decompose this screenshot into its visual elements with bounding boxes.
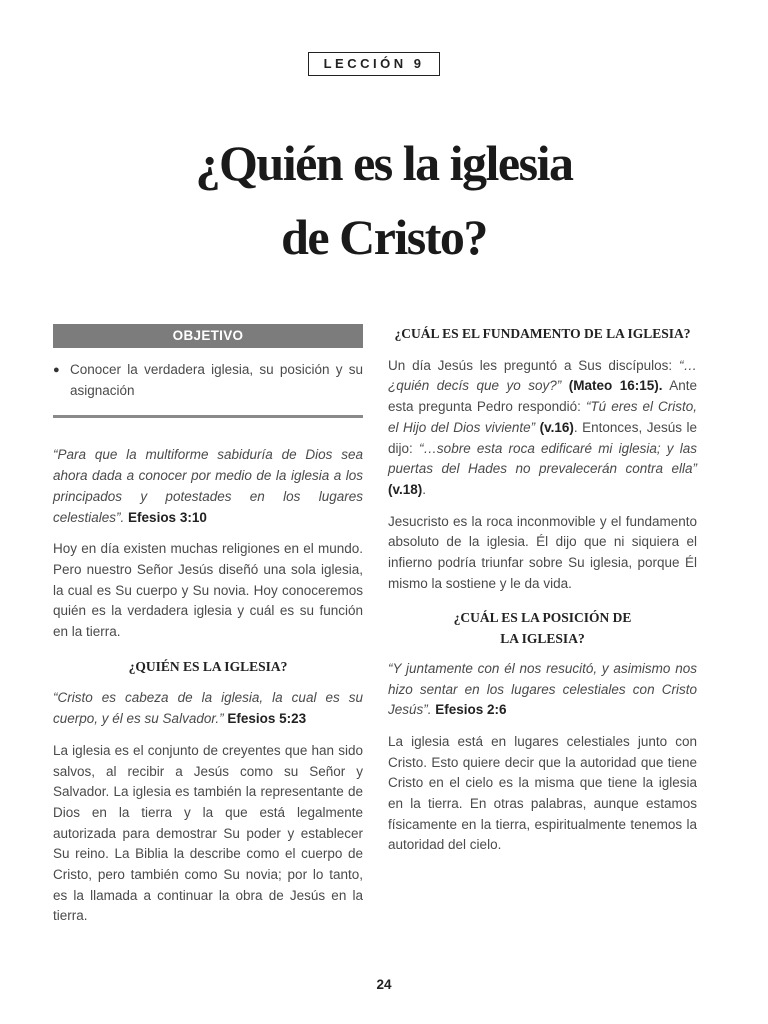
right-column — [388, 324, 697, 856]
text-run: . — [422, 481, 427, 497]
page-title-line-2: de Cristo? — [281, 209, 487, 265]
quote-text: “Cristo es cabeza de la iglesia, la cual es su cuerpo, y él es su Salvador.” — [53, 690, 363, 727]
objective-item-text: Conocer la verdadera iglesia, su posición y su asignación — [70, 362, 363, 398]
text-run: . Entonces, Jesús le dijo: — [388, 419, 697, 456]
section-heading-posicion — [388, 608, 697, 649]
section-heading-line-2: LA IGLESIA? — [500, 631, 585, 647]
roca-paragraph: Jesucristo es la roca inconmovible y el fundamento absoluto de la iglesia. Él dijo que ni siquiera el infierno podría triunfar sobre Su iglesia, porque Él mismo la sostiene y le da vida. — [388, 513, 697, 591]
text-run: Un día Jesús les preguntó a Sus discípulos: — [388, 357, 679, 373]
quote-v16: “Tú eres el Cristo, el Hijo del Dios viviente” — [388, 399, 697, 435]
intro-paragraph: Hoy en día existen muchas religiones en el mundo. Pero nuestro Señor Jesús diseñó una sola iglesia, la cual es Su cuerpo y Su novia. Hoy conoceremos quién es la verdadera iglesia y cuál es su función en la tierra. — [53, 541, 363, 640]
objective-heading: OBJETIVO — [53, 324, 363, 348]
quote-reference: Efesios 5:23 — [227, 711, 307, 727]
text-run: Ante esta pregunta Pedro respondió: — [388, 378, 697, 415]
left-column — [53, 324, 363, 927]
reference-v18: (v.18) — [388, 481, 423, 497]
section-heading-line-1: ¿CUÁL ES LA POSICIÓN DE — [453, 610, 632, 626]
section-heading-quien: ¿QUIÉN ES LA IGLESIA? — [128, 658, 288, 674]
quote-efesios-2-6 — [388, 659, 697, 721]
reference-mateo-16-15: (Mateo 16:15). — [568, 378, 663, 394]
quote-v18: “…sobre esta roca edificaré mi iglesia; y las puertas del Hades no prevalecerán contra ella” — [388, 440, 697, 477]
quote-text: “Para que la multiforme sabiduría de Dios sea ahora dada a conocer por medio de la iglesia a los principados y potestades en los lugares celestiales”. — [53, 447, 363, 525]
objective-divider — [53, 415, 363, 418]
bullet-icon: ● — [53, 364, 60, 376]
lesson-label: LECCIÓN 9 — [308, 52, 440, 76]
page-number: 24 — [376, 977, 392, 992]
page-title-line-1: ¿Quién es la iglesia — [195, 135, 573, 191]
objective-item — [53, 360, 363, 401]
quote-reference: Efesios 3:10 — [128, 509, 207, 525]
quote-efesios-5-23 — [53, 688, 363, 729]
fundamento-paragraph — [388, 356, 697, 501]
quote-reference: Efesios 2:6 — [435, 702, 507, 718]
reference-v16: (v.16) — [539, 419, 574, 435]
section-heading-fundamento: ¿CUÁL ES EL FUNDAMENTO DE LA IGLESIA? — [394, 326, 691, 341]
church-paragraph: La iglesia es el conjunto de creyentes que han sido salvos, al recibir a Jesús como su Señor y Salvador. La iglesia es también la representante de Dios en la tierra y la que está legalmente autorizada para demostrar Su poder y establecer Su reino. La Biblia la describe como el cuerpo de Cristo, pero también como Su novia; por lo tanto, es la llamada a continuar la obra de Jesús en la tierra. — [53, 742, 363, 924]
quote-efesios-3-10 — [53, 445, 363, 528]
quote-text: “Y juntamente con él nos resucitó, y asimismo nos hizo sentar en los lugares celestiales con Cristo Jesús”. — [388, 660, 697, 718]
quote-mateo-16-15: “…¿quién decís que yo soy?” — [388, 357, 697, 394]
posicion-paragraph: La iglesia está en lugares celestiales junto con Cristo. Esto quiere decir que la autoridad que tiene Cristo en el cielo es la misma que tiene la iglesia en la tierra. En otras palabras, aunque estamos físicamente en la tierra, espiritualmente tenemos la autoridad del cielo. — [388, 733, 697, 853]
